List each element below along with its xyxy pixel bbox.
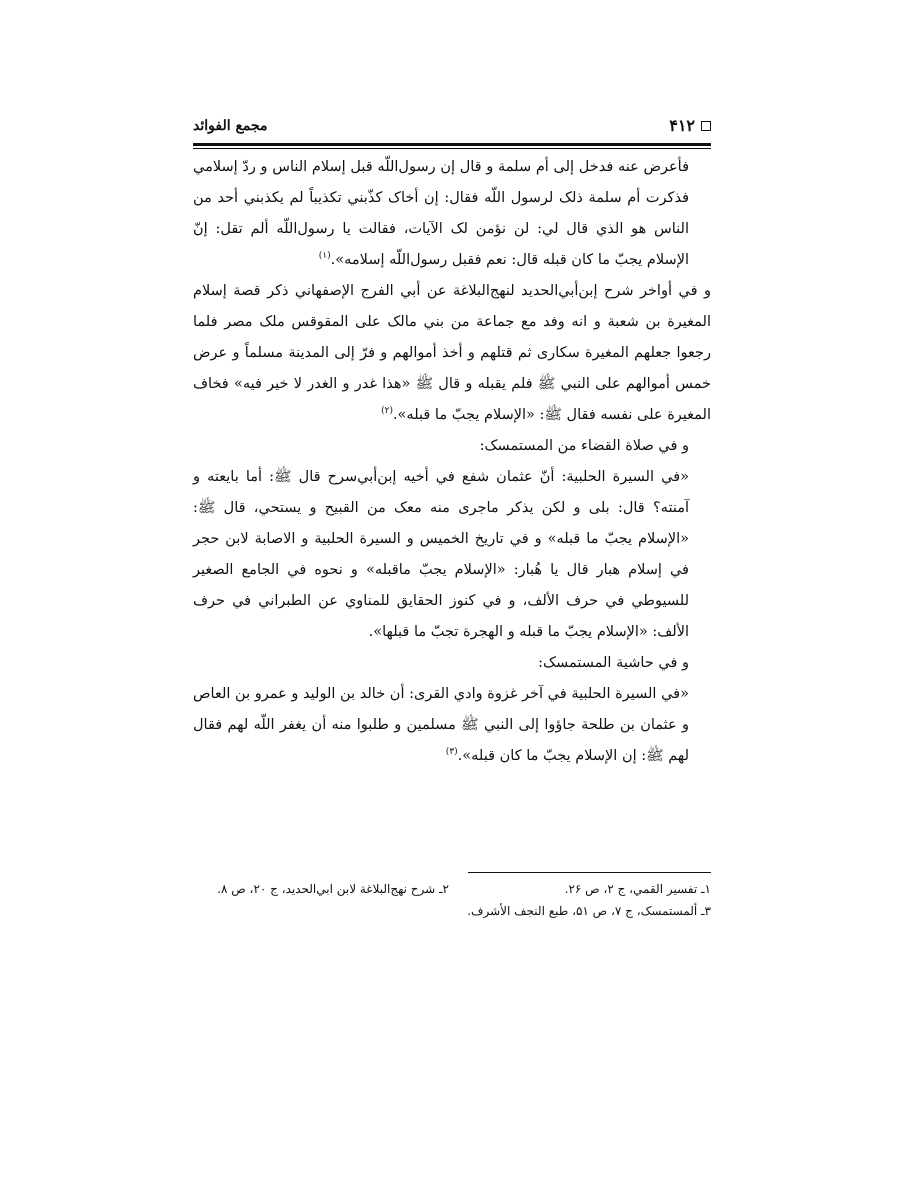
quote-block-3 <box>193 679 711 772</box>
header-rule-thick <box>193 143 711 146</box>
paragraph-4 <box>193 648 711 679</box>
page-header <box>193 114 711 140</box>
header-rule-thin <box>193 148 711 149</box>
paragraph-3-text: و في صلاة القضاء من المستمسک: <box>479 438 689 454</box>
footnote-rule <box>468 872 711 873</box>
paragraph-2-text: و في أواخر شرح إبن‌أبي‌الحديد لنهج‌البلاغة عن أبي الفرج الإصفهاني ذكر قصة إسلام المغيرة بن شعبة و انه وفد مع جماعة من بني مالک على المقوقس ملک مصر فلما رجعوا جعلهم المغيرة سكارى ثم قتلهم و أخذ أموالهم و فرّ إلى المدينة مسلماً و عرض خمس أموالهم على النبي ﷺ فلم يقبله و قال ﷺ «هذا غدر و الغدر لا خير فيه» فخاف المغيرة على نفسه فقال ﷺ: «الإسلام يجبّ ما قبله». <box>193 283 711 423</box>
footnote-marker-3: (۳) <box>445 747 458 758</box>
square-ornament-icon <box>701 121 711 131</box>
paragraph-2 <box>193 276 711 431</box>
footnote-1: ۱ـ تفسير القمي، ج ۲، ص ۲۶. <box>564 882 711 896</box>
page-number: ۴۱۲ <box>669 116 695 135</box>
paragraph-4-text: و في حاشية المستمسک: <box>538 655 689 671</box>
quote-block-1-text: فأعرض عنه فدخل إلى أم سلمة و قال إن رسول‌اللّه قبل إسلام الناس و ردّ إسلامي فذكرت أم سلمة ذلک لرسول اللّه فقال: إن أخاک كذّبني تكذيباً لم يكذبني أحد من الناس هو الذي قال لي: لن نؤمن لک الآيات، فقالت يا رسول‌اللّه ألم تقل: إنّ الإسلام يجبّ ما كان قبله قال: نعم فقبل رسول‌اللّه إسلامه». <box>193 159 689 268</box>
quote-block-1 <box>193 152 711 276</box>
page-number-group <box>669 116 711 135</box>
footnote-3: ۳ـ ألمستمسک، ج ۷، ص ۵۱، طبع النجف الأشرف. <box>467 904 711 918</box>
footnote-2: ۲ـ شرح نهج‌البلاغة لابن ابي‌الحديد، ج ۲۰، ص ۸. <box>217 882 449 896</box>
quote-block-2-text: «في السيرة الحلبية: أنّ عثمان شفع في أخيه إبن‌أبي‌سرح قال ﷺ: أما بايعته و آمنته؟ قال: بلى و لكن يذكر ماجرى منه معک من القبيح و يستحي، قال ﷺ: «الإسلام يجبّ ما قبله» و في تاريخ الخميس و السيرة الحلبية و الاصابة لابن حجر في إسلام هبار قال يا هُبار: «الإسلام يجبّ ما‌قبله» و نحوه في الجامع الصغير للسيوطي في حرف الألف، و في كنوز الحقايق للمناوي عن الطبراني في حرف الألف: «الإسلام يجبّ ما قبله و الهجرة تجبّ ما قبلها». <box>193 469 689 640</box>
footnote-marker-2: (۲) <box>381 406 393 417</box>
quote-block-3-text: «في السيرة الحلبية في آخر غزوة وادي القرى: أن خالد بن الوليد و عمرو بن العاص و عثمان بن طلحة جاؤوا إلى النبي ﷺ مسلمين و طلبوا منه أن يغفر اللّه لهم فقال لهم ﷺ: إن الإسلام يجبّ ما كان قبله». <box>193 686 689 764</box>
paragraph-3 <box>193 431 711 462</box>
footnote-marker-1: (۱) <box>318 251 331 262</box>
quote-block-2 <box>193 462 711 648</box>
running-title: مجمع الفوائد <box>193 118 268 134</box>
footnote-row-1 <box>193 878 711 900</box>
footnote-row-2 <box>193 900 711 922</box>
footnotes <box>193 878 711 922</box>
body-text <box>193 152 711 772</box>
